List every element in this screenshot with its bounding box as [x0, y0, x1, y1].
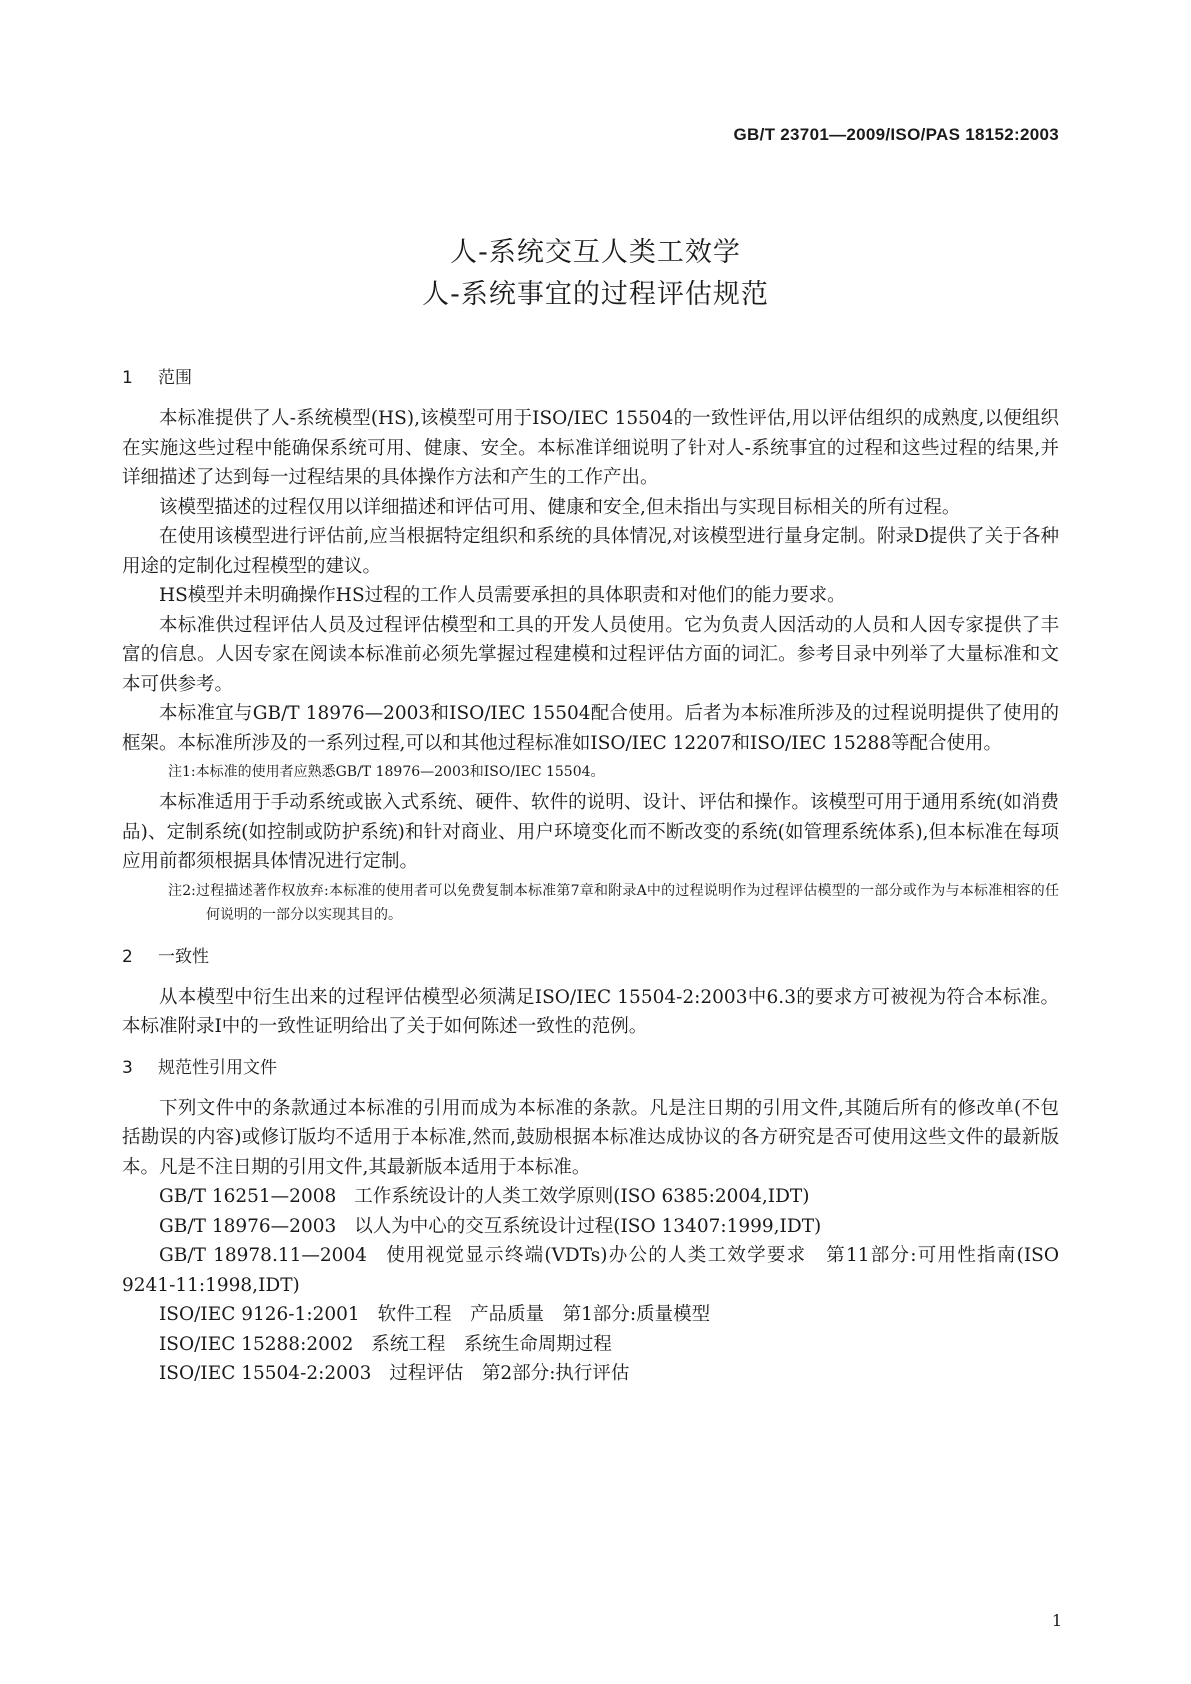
- section-1-heading: [122, 364, 1059, 392]
- section-3-heading: [122, 1054, 1059, 1082]
- section-1-para-6: 本标准宜与GB/T 18976—2003和ISO/IEC 15504配合使用。后者为本标准所涉及的过程说明提供了使用的框架。本标准所涉及的一系列过程,可以和其他过程标准如ISO/IEC 12207和ISO/IEC 15288等配合使用。: [122, 703, 1059, 754]
- reference-code: ISO/IEC 15504-2:2003: [159, 1363, 372, 1384]
- section-3-title: 规范性引用文件: [158, 1057, 277, 1078]
- section-1-para-4: HS模型并未明确操作HS过程的工作人员需要承担的具体职责和对他们的能力要求。: [159, 585, 846, 606]
- section-1-para-2: 该模型描述的过程仅用以详细描述和评估可用、健康和安全,但未指出与实现目标相关的所有过程。: [159, 496, 961, 518]
- note-2: 注2:过程描述著作权放弃:本标准的使用者可以免费复制本标准第7章和附录A中的过程说明作为过程评估模型的一部分或作为与本标准相容的任何说明的一部分以实现其目的。: [168, 882, 1059, 923]
- document-body: [122, 364, 1059, 1389]
- section-2-title: 一致性: [158, 946, 209, 967]
- reference-title: 过程评估 第2部分:执行评估: [389, 1363, 630, 1384]
- section-2-para: 从本模型中衍生出来的过程评估模型必须满足ISO/IEC 15504-2:2003中6.3的要求方可被视为符合本标准。本标准附录I中的一致性证明给出了关于如何陈述一致性的范例。: [122, 986, 1059, 1037]
- section-1-para-7: 本标准适用于手动系统或嵌入式系统、硬件、软件的说明、设计、评估和操作。该模型可用于通用系统(如消费品)、定制系统(如控制或防护系统)和针对商业、用户环境变化而不断改变的系统(如管理系统体系),但本标准在每项应用前都须根据具体情况进行定制。: [122, 792, 1059, 872]
- section-1-title: 范围: [158, 368, 192, 388]
- reference-title: 系统工程 系统生命周期过程: [371, 1333, 612, 1355]
- reference-title: 工作系统设计的人类工效学原则(ISO 6385:2004,IDT): [354, 1186, 810, 1207]
- reference-code: GB/T 18976—2003: [159, 1215, 337, 1237]
- reference-title: 以人为中心的交互系统设计过程(ISO 13407:1999,IDT): [354, 1215, 822, 1237]
- reference-item: [122, 1212, 1059, 1242]
- section-2-heading: [122, 943, 1059, 971]
- reference-title: 软件工程 产品质量 第1部分:质量模型: [377, 1304, 711, 1325]
- section-1-para-3: 在使用该模型进行评估前,应当根据特定组织和系统的具体情况,对该模型进行量身定制。附录D提供了关于各种用途的定制化过程模型的建议。: [122, 526, 1059, 577]
- reference-title: 使用视觉显示终端(VDTs)办公的人类工效学要求 第11部分:可用性指南(ISO 9241-11:1998,IDT): [122, 1245, 1059, 1296]
- reference-item: [122, 1359, 1059, 1389]
- section-1-para-5: 本标准供过程评估人员及过程评估模型和工具的开发人员使用。它为负责人因活动的人员和人因专家提供了丰富的信息。人因专家在阅读本标准前必须先掌握过程建模和过程评估方面的词汇。参考目录中列举了大量标准和文本可供参考。: [122, 614, 1059, 695]
- reference-item: [122, 1241, 1059, 1300]
- section-3-intro: 下列文件中的条款通过本标准的引用而成为本标准的条款。凡是注日期的引用文件,其随后所有的修改单(不包括勘误的内容)或修订版均不适用于本标准,然而,鼓励根据本标准达成协议的各方研究是否可使用这些文件的最新版本。凡是不注日期的引用文件,其最新版本适用于本标准。: [122, 1097, 1059, 1178]
- section-1-number: 1: [122, 368, 133, 388]
- standard-code: GB/T 23701—2009/ISO/PAS 18152:2003: [733, 125, 1059, 144]
- reference-code: ISO/IEC 9126-1:2001: [159, 1304, 360, 1325]
- section-2-number: 2: [122, 946, 133, 967]
- section-1-para-1: 本标准提供了人-系统模型(HS),该模型可用于ISO/IEC 15504的一致性评估,用以评估组织的成熟度,以便组织在实施这些过程中能确保系统可用、健康、安全。本标准详细说明了针对人-系统事宜的过程和这些过程的结果,并详细描述了达到每一过程结果的具体操作方法和产生的工作产出。: [122, 408, 1059, 488]
- note-1: 注1:本标准的使用者应熟悉GB/T 18976—2003和ISO/IEC 15504。: [168, 764, 605, 780]
- reference-code: GB/T 18978.11—2004: [159, 1245, 367, 1266]
- reference-item: [122, 1330, 1059, 1360]
- reference-code: GB/T 16251—2008: [159, 1186, 337, 1207]
- reference-code: ISO/IEC 15288:2002: [159, 1333, 354, 1355]
- title-line-1: 人-系统交互人类工效学: [450, 237, 741, 268]
- document-title: [0, 232, 1191, 316]
- reference-item: [122, 1300, 1059, 1330]
- page-number: 1: [1051, 1611, 1062, 1630]
- title-line-2: 人-系统事宜的过程评估规范: [422, 279, 769, 310]
- reference-item: [122, 1182, 1059, 1212]
- section-3-number: 3: [122, 1057, 133, 1078]
